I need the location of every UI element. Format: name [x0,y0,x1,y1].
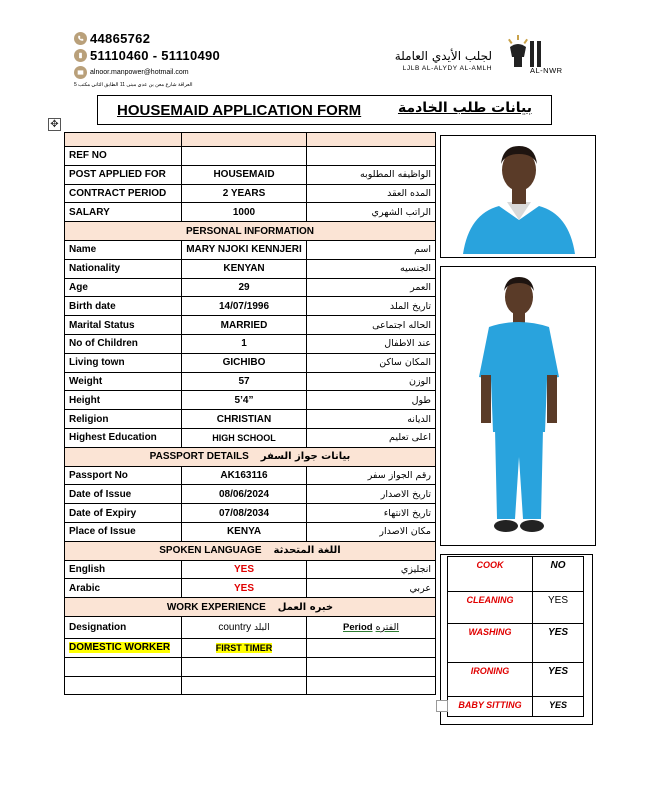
table-row [65,391,436,410]
field-label: Marital Status [65,316,182,335]
field-value[interactable]: 57 [182,372,307,391]
field-label-ar: الحاله اجتماعى [307,316,436,335]
mobile-icon [74,49,87,62]
skill-label: BABY SITTING [448,697,533,717]
section-title [65,598,436,617]
field-label: Birth date [65,297,182,316]
field-label-ar: تاريخ الانتهاء [307,504,436,523]
field-label-ar: الراتب الشهري [307,203,436,222]
section-header-language [65,541,436,560]
section-title [65,447,436,466]
field-label-ar: المده العقد [307,184,436,203]
phone-numbers: 51110460 - 51110490 [90,48,221,63]
table-row [65,676,436,695]
headshot-photo [440,135,596,258]
field-label-ar: مكان الاصدار [307,522,436,541]
table-row [65,297,436,316]
field-label: Place of Issue [65,522,182,541]
table-row [65,240,436,259]
column-country-en: country [218,621,252,633]
empty-cell[interactable] [307,676,436,695]
empty-cell[interactable] [182,676,307,695]
skill-label: CLEANING [448,592,533,624]
table-row [65,372,436,391]
skill-value[interactable]: NO [533,557,584,592]
phone-main: 44865762 [90,31,151,46]
full-body-image [441,267,596,546]
section-title-en: SPOKEN LANGUAGE [159,545,262,557]
empty-cell[interactable] [307,657,436,676]
agency-name-ar: لجلب الأيدي العاملة [394,49,492,63]
table-row [65,353,436,372]
experience-column-headers [65,616,436,638]
skill-value[interactable]: YES [533,697,584,717]
field-label-ar: رقم الجواز سفر [307,466,436,485]
field-label: Date of Issue [65,485,182,504]
field-label-ar: المكان ساكن [307,353,436,372]
skill-row [448,697,584,717]
field-value[interactable]: AK163116 [182,466,307,485]
section-title-en: PASSPORT DETAILS [149,451,249,463]
empty-cell[interactable] [182,657,307,676]
field-value[interactable]: KENYA [182,522,307,541]
skill-row [448,592,584,624]
form-title-ar: بيانات طلب الخادمة [397,100,532,116]
field-value[interactable]: CHRISTIAN [182,410,307,429]
table-top-row [65,133,436,147]
checkbox-square[interactable] [436,700,448,712]
field-value[interactable]: 2 YEARS [182,184,307,203]
email-icon [74,66,87,79]
field-label-ar: انجليزي [307,560,436,579]
field-value[interactable]: YES [182,579,307,598]
field-label: Living town [65,353,182,372]
skill-row [448,663,584,697]
field-value[interactable]: 1000 [182,203,307,222]
column-period-en: Period [342,621,373,633]
field-label-ar: الجنسيه [307,259,436,278]
field-label-ar: تاريخ الاصدار [307,485,436,504]
field-label: Age [65,278,182,297]
column-country [182,616,307,638]
column-period-ar: الفتره [375,621,400,633]
table-row [65,638,436,657]
field-value[interactable]: 08/06/2024 [182,485,307,504]
field-value[interactable]: 14/07/1996 [182,297,307,316]
field-label: Name [65,240,182,259]
field-label-ar: العمر [307,278,436,297]
table-row [65,428,436,447]
brand-name: AL-NWR [530,66,563,75]
field-label: Nationality [65,259,182,278]
section-header-passport [65,447,436,466]
empty-cell[interactable] [65,657,182,676]
headshot-image [441,136,596,258]
field-value[interactable]: KENYAN [182,259,307,278]
phone-icon [74,32,87,45]
field-label: Passport No [65,466,182,485]
skill-row [448,557,584,592]
skill-label: IRONING [448,663,533,697]
table-row [65,316,436,335]
field-label: Date of Expiry [65,504,182,523]
field-label-ar: الديانه [307,410,436,429]
field-label: CONTRACT PERIOD [65,184,182,203]
table-row [65,184,436,203]
field-label-ar: اسم [307,240,436,259]
table-row [65,278,436,297]
table-row [65,410,436,429]
section-header-personal [65,222,436,241]
table-row [65,657,436,676]
section-header-experience [65,598,436,617]
table-row [65,334,436,353]
column-designation: Designation [65,616,182,638]
field-label: POST APPLIED FOR [65,165,182,184]
field-value[interactable]: GICHIBO [182,353,307,372]
field-value[interactable] [182,147,307,166]
skill-value[interactable]: YES [533,624,584,663]
table-row [65,147,436,166]
section-title-en: WORK EXPERIENCE [166,601,266,613]
field-value[interactable]: HIGH SCHOOL [182,428,307,447]
table-row [65,579,436,598]
email-address: alnoor.manpower@hotmail.com [90,69,189,76]
agency-logo [392,35,582,79]
field-label: Weight [65,372,182,391]
form-title-en: HOUSEMAID APPLICATION FORM [117,102,362,119]
table-row [65,504,436,523]
table-row [65,560,436,579]
form-title-box [97,95,552,125]
skill-value[interactable]: YES [533,663,584,697]
field-label-ar: الوزن [307,372,436,391]
field-label-ar: طول [307,391,436,410]
field-label: No of Children [65,334,182,353]
field-label: English [65,560,182,579]
table-move-handle-icon[interactable]: ✥ [48,118,61,131]
field-value[interactable]: MARRIED [182,316,307,335]
field-label-ar: عربي [307,579,436,598]
skill-label: COOK [448,557,533,592]
table-row [65,165,436,184]
empty-cell[interactable] [65,676,182,695]
field-label: Height [65,391,182,410]
field-value[interactable]: MARY NJOKI KENNJERI [182,240,307,259]
field-label: Arabic [65,579,182,598]
field-value[interactable]: 1 [182,334,307,353]
contact-block [74,30,224,88]
skill-row [448,624,584,663]
field-label-ar: اعلى تعليم [307,428,436,447]
experience-designation[interactable] [65,638,182,657]
table-row [65,203,436,222]
skill-value[interactable]: YES [533,592,584,624]
field-label: Highest Education [65,428,182,447]
section-title-ar: بيانات جواز السفر [260,451,351,463]
experience-country[interactable] [182,638,307,657]
skill-label: WASHING [448,624,533,663]
column-country-ar: البلد [253,622,270,633]
experience-designation-text: DOMESTIC WORKER [69,642,171,654]
table-row [65,466,436,485]
field-label: REF NO [65,147,182,166]
field-value[interactable]: 07/08/2034 [182,504,307,523]
table-row [65,485,436,504]
field-value[interactable]: 29 [182,278,307,297]
field-value[interactable]: 5’4” [182,391,307,410]
field-label-ar: الواظيفه المطلوبه [307,165,436,184]
field-label-ar: تاريخ الملد [307,297,436,316]
table-row [65,522,436,541]
table-row [65,259,436,278]
section-title: PERSONAL INFORMATION [65,222,436,241]
skills-table [447,556,584,717]
application-table [64,132,436,695]
field-value[interactable]: YES [182,560,307,579]
field-label-ar [307,147,436,166]
experience-period[interactable] [307,638,436,657]
section-title-ar: اللغة المتحدثة [273,545,341,557]
column-period [307,616,436,638]
field-label-ar: عند الاطفال [307,334,436,353]
section-title-ar: خبره العمل [277,601,334,613]
experience-country-text: FIRST TIMER [215,642,273,653]
field-label: Religion [65,410,182,429]
agency-name-en: LJLB AL-ALYDY AL-AMLH [402,65,492,72]
section-title [65,541,436,560]
field-label: SALARY [65,203,182,222]
field-value[interactable]: HOUSEMAID [182,165,307,184]
full-body-photo [440,266,596,546]
address: العراقة شارع معن بن عدي مبنى 11 الطابق الثاني مكتب 5 [74,82,193,88]
